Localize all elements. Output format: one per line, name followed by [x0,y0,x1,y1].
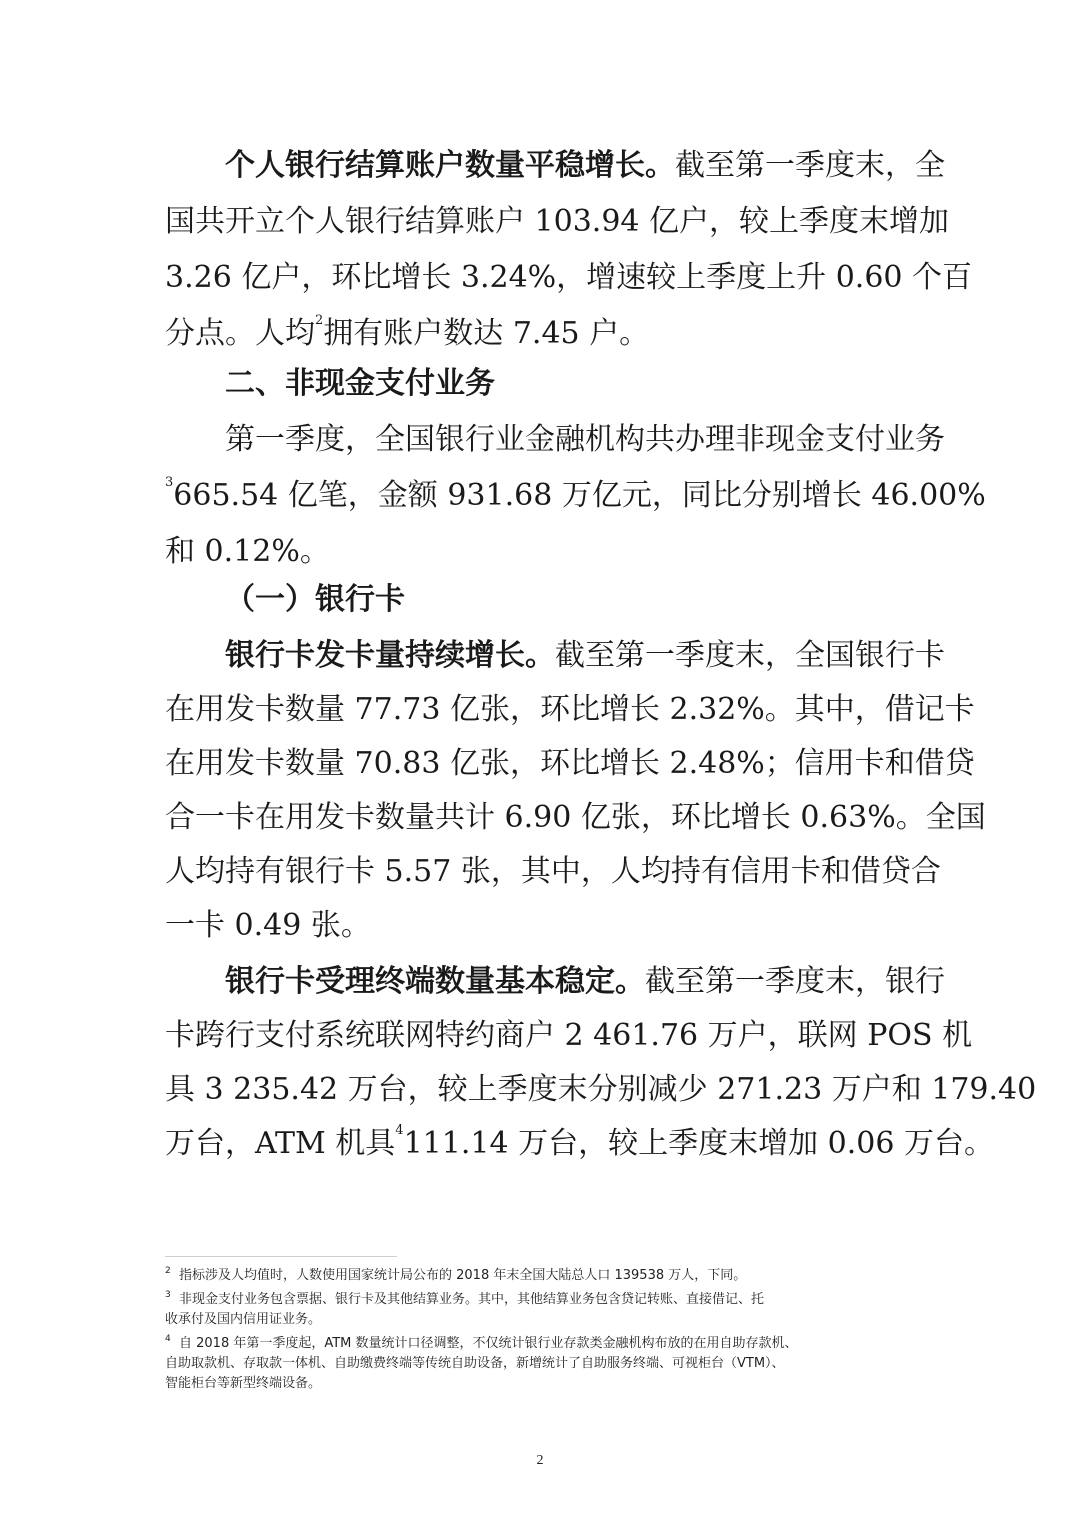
footnote-separator [165,1256,397,1257]
paragraph-lead: 银行卡发卡量持续增长。 [225,638,555,673]
text-span: 截至第一季度末，全 [675,148,945,183]
text-line: 合一卡在用发卡数量共计 6.90 亿张，环比增长 0.63%。全国 [165,800,986,835]
text-line: 国共开立个人银行结算账户 103.94 亿户，较上季度末增加 [165,204,950,239]
text-span: 分点。人均 [165,316,315,351]
text-span: 万台，ATM 机具 [165,1126,396,1161]
footnote-ref: 3 [165,475,174,490]
text-line: 一卡 0.49 张。 [165,908,371,943]
text-line: 3.26 亿户，环比增长 3.24%，增速较上季度上升 0.60 个百 [165,260,973,295]
text-line [165,1123,994,1164]
text-line: 第一季度，全国银行业金融机构共办理非现金支付业务 [225,422,945,457]
text-line: 人均持有银行卡 5.57 张，其中，人均持有信用卡和借贷合 [165,854,941,889]
heading-bank-cards: （一）银行卡 [225,582,405,617]
text-line [165,475,986,516]
text-span: 指标涉及人均值时，人数使用国家统计局公布的 2018 年末全国大陆总人口 139538 万人，下同。 [179,1268,747,1283]
text-line: 具 3 235.42 万台，较上季度末分别减少 271.23 万户和 179.40 [165,1072,1037,1107]
text-line: 卡跨行支付系统联网特约商户 2 461.76 万户，联网 POS 机 [165,1018,973,1053]
text-span: 665.54 亿笔，金额 931.68 万亿元，同比分别增长 46.00% [173,478,986,513]
text-line [165,314,649,354]
paragraph-lead: 银行卡受理终端数量基本稳定。 [225,964,645,999]
text-line: 在用发卡数量 77.73 亿张，环比增长 2.32%。其中，借记卡 [165,692,975,727]
page-number: 2 [536,1453,544,1468]
text-line [225,146,945,186]
footnote-4-cont: 智能柜台等新型终端设备。 [165,1376,322,1391]
heading-noncash-payments: 二、非现金支付业务 [225,366,495,401]
footnote-marker: 3 [165,1290,171,1300]
footnote-4 [165,1334,798,1354]
text-line [225,636,945,676]
text-span: 截至第一季度末，全国银行卡 [555,638,945,673]
paragraph-lead: 个人银行结算账户数量平稳增长。 [225,148,675,183]
text-span: 截至第一季度末，银行 [645,964,945,999]
text-line [225,962,945,1002]
footnote-marker: 4 [165,1334,171,1344]
footnote-2 [165,1266,746,1286]
text-line: 和 0.12%。 [165,534,330,569]
footnote-3-cont: 收承付及国内信用证业务。 [165,1312,322,1327]
text-span: 111.14 万台，较上季度末增加 0.06 万台。 [403,1126,994,1161]
text-span: 自 2018 年第一季度起，ATM 数量统计口径调整，不仅统计银行业存款类金融机构布放的在用自助存款机、 [179,1336,798,1351]
text-span: 非现金支付业务包含票据、银行卡及其他结算业务。其中，其他结算业务包含贷记转账、直接借记、托 [179,1292,765,1307]
text-span: 拥有账户数达 7.45 户。 [323,316,650,351]
footnote-3 [165,1290,764,1310]
footnote-marker: 2 [165,1266,171,1276]
text-line: 在用发卡数量 70.83 亿张，环比增长 2.48%；信用卡和借贷 [165,746,975,781]
footnote-4-cont: 自助取款机、存取款一体机、自助缴费终端等传统自助设备，新增统计了自助服务终端、可视柜台（VTM）、 [165,1356,785,1371]
footnote-ref: 4 [395,1123,404,1138]
footnote-ref: 2 [315,313,324,328]
